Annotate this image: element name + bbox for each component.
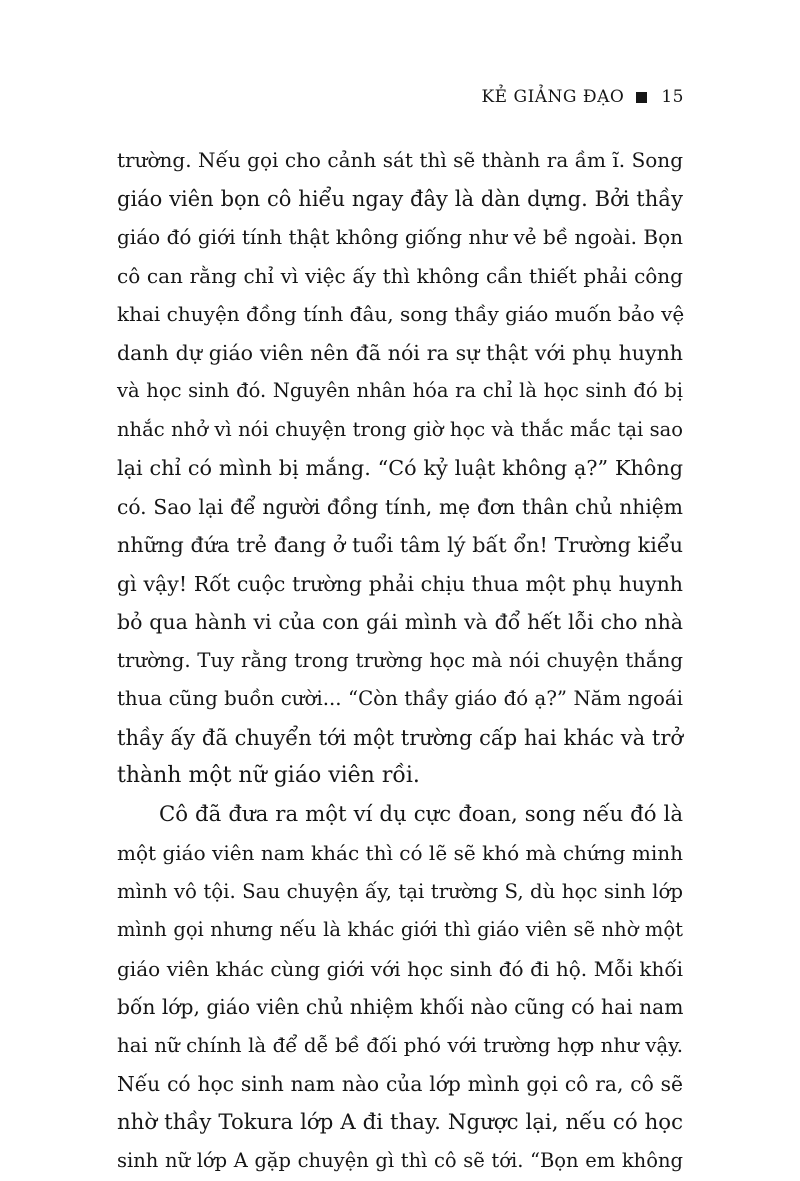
text-line: khai chuyện đồng tính đâu, song thầy giáo muốn bảo vệ xyxy=(117,302,685,326)
text-line: mình vô tội. Sau chuyện ấy, tại trường S, dù học sinh lớp xyxy=(117,879,683,903)
text-line: trường. Nếu gọi cho cảnh sát thì sẽ thành ra ầm ĩ. Song xyxy=(117,148,683,172)
page-number: 15 xyxy=(661,87,684,107)
text-line: thua cũng buồn cười... “Còn thầy giáo đó ạ?” Năm ngoái xyxy=(117,687,683,710)
text-line: giáo viên khác cùng giới với học sinh đó đi hộ. Mỗi khối xyxy=(117,956,683,981)
text-line: bỏ qua hành vi của con gái mình và đổ hết lỗi cho nhà xyxy=(117,610,683,634)
text-line: một giáo viên nam khác thì có lẽ sẽ khó mà chứng minh xyxy=(117,841,683,865)
text-line: Cô đã đưa ra một ví dụ cực đoan, song nếu đó là xyxy=(159,801,683,827)
text-line: thầy ấy đã chuyển tới một trường cấp hai khác và trở xyxy=(117,725,683,750)
text-line: nhắc nhở vì nói chuyện trong giờ học và thắc mắc tại sao xyxy=(117,417,683,441)
chapter-title: KẺ GIẢNG ĐẠO xyxy=(481,87,625,107)
running-header xyxy=(481,87,684,107)
text-line: gì vậy! Rốt cuộc trường phải chịu thua một phụ huynh xyxy=(117,571,683,596)
paragraph-1 xyxy=(117,141,683,796)
text-line: và học sinh đó. Nguyên nhân hóa ra chỉ là học sinh đó bị xyxy=(117,379,683,402)
text-line: thành một nữ giáo viên rồi. xyxy=(117,763,420,788)
text-line: cô can rằng chỉ vì việc ấy thì không cần thiết phải công xyxy=(117,263,683,288)
text-line: sinh nữ lớp A gặp chuyện gì thì cô sẽ tới. “Bọn em không xyxy=(117,1149,683,1172)
square-bullet-icon xyxy=(636,92,647,103)
text-line: nhờ thầy Tokura lớp A đi thay. Ngược lại, nếu có học xyxy=(117,1109,683,1135)
text-line: hai nữ chính là để dễ bề đối phó với trường hợp như vậy. xyxy=(117,1033,683,1057)
text-line: giáo đó giới tính thật không giống như vẻ bề ngoài. Bọn xyxy=(117,225,683,249)
text-line: mình gọi nhưng nếu là khác giới thì giáo viên sẽ nhờ một xyxy=(117,918,683,941)
body-text xyxy=(117,141,683,1181)
text-line: danh dự giáo viên nên đã nói ra sự thật với phụ huynh xyxy=(117,340,683,365)
text-line: bốn lớp, giáo viên chủ nhiệm khối nào cũng có hai nam xyxy=(117,995,684,1019)
text-line: có. Sao lại để người đồng tính, mẹ đơn thân chủ nhiệm xyxy=(117,494,683,519)
paragraph-2 xyxy=(117,796,683,1181)
text-line: Nếu có học sinh nam nào của lớp mình gọi cô ra, cô sẽ xyxy=(117,1072,683,1096)
text-line: giáo viên bọn cô hiểu ngay đây là dàn dựng. Bởi thầy xyxy=(117,186,683,211)
text-line: những đứa trẻ đang ở tuổi tâm lý bất ổn! Trường kiểu xyxy=(117,533,683,557)
text-line: trường. Tuy rằng trong trường học mà nói chuyện thắng xyxy=(117,648,683,672)
text-line: lại chỉ có mình bị mắng. “Có kỷ luật không ạ?” Không xyxy=(117,456,683,480)
